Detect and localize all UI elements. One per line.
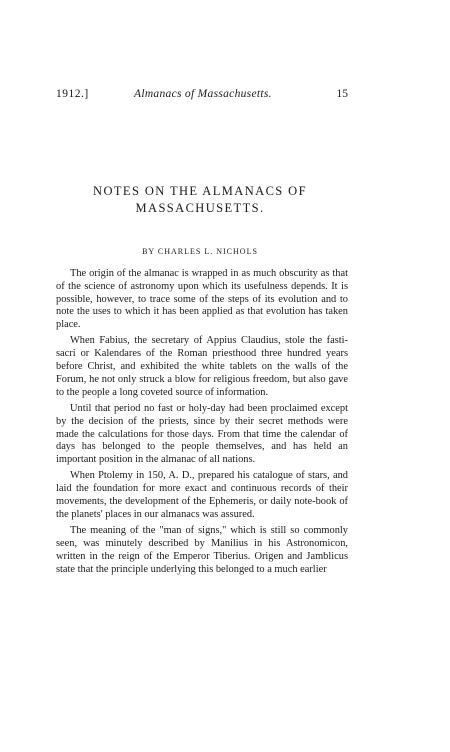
article-title-line-2: MASSACHUSETTS. <box>135 201 265 215</box>
running-head <box>56 86 348 102</box>
paragraph: When Ptolemy in 150, A. D., prepared his catalogue of stars, and laid the foundation for more exact and continuous records of their movements, the development of the Ephemeris, or daily note-book of the planets' places in our almanacs was assured. <box>56 470 348 520</box>
running-head-year: 1912.] <box>56 88 89 100</box>
paragraph: When Fabius, the secretary of Appius Claudius, stole the fasti-sacri or Kalendares of the Roman priesthood three hundred years before Christ, and exhibited the white tablets on the walls of the Forum, he not only struck a blow for religious freedom, but also gave to the people a long coveted source of information. <box>56 335 348 398</box>
paragraph: The origin of the almanac is wrapped in as much obscurity as that of the science of astronomy upon which its usefulness depends. It is possible, however, to trace some of the steps of its evolution and to note the uses to which it has been applied as that evolution has taken place. <box>56 268 348 331</box>
running-head-title: Almanacs of Massachusetts. <box>134 88 272 100</box>
article-title-line-1: NOTES ON THE ALMANACS OF <box>93 184 307 198</box>
paragraph: Until that period no fast or holy-day had been proclaimed except by the decision of the priests, since by their secret methods were made the calculations for those days. From that time the calendar of days has belonged to the people themselves, and has held an important position in the almanac of all nations. <box>56 402 348 466</box>
article-byline: BY CHARLES L. NICHOLS <box>142 247 258 256</box>
paragraph: The meaning of the "man of signs," which is still so commonly seen, was minutely described by Manilius in his Astronomicon, written in the reign of the Emperor Tiberius. Origen and Jamblicus state that the principle underlying this belonged to a much earlier <box>56 525 348 575</box>
article-body <box>56 268 348 580</box>
page-number: 15 <box>336 88 348 100</box>
